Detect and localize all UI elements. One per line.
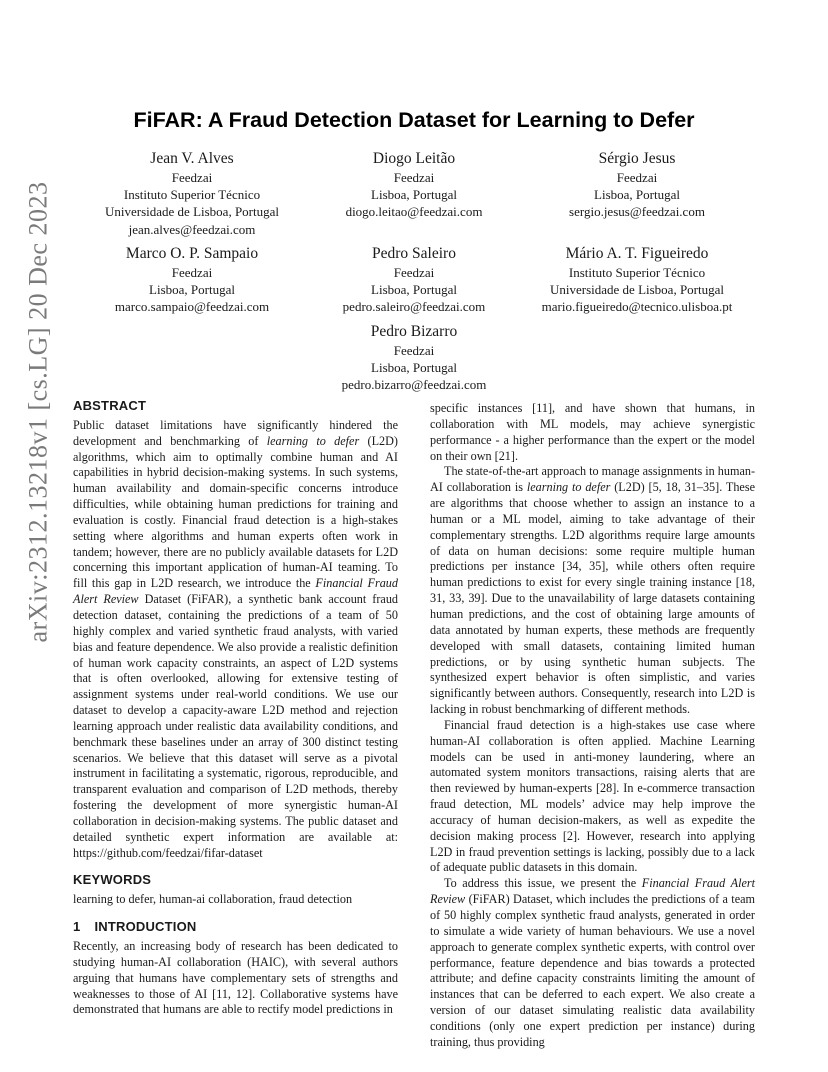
keywords-heading: KEYWORDS (73, 872, 152, 888)
author-block-2 (294, 149, 534, 221)
author-name: Pedro Saleiro (372, 245, 456, 262)
author-name: Mário A. T. Figueiredo (565, 245, 709, 262)
abstract-paragraph: Public dataset limitations have significantly hindered the development and benchmarking of learning to defer (L2D) algorithms, which aim to optimally combine human and AI capabilities in hybrid decision-making systems. In such systems, human availability and domain-specific concerns introduce difficulties, while obtaining human predictions for training and evaluation is costly. Financial fraud detection is a high-stakes setting where algorithms and human experts often work in tandem; however, there are no publicly available datasets for L2D concerning this important application of human-AI teaming. To fill this gap in L2D research, we introduce the Financial Fraud Alert Review Dataset (FiFAR), a synthetic bank account fraud detection dataset, containing the predictions of a team of 50 highly complex and varied synthetic fraud analysts, with varied bias and feature dependence. We also provide a realistic definition of human work capacity constraints, an aspect of L2D systems that is often overlooked, allowing for extensive testing of assignment systems under real-world conditions. We use our dataset to develop a capacity-aware L2D method and rejection learning approach under realistic data availability conditions, and benchmark these baselines under an array of 300 distinct testing scenarios. We believe that this dataset will serve as a pivotal instrument in facilitating a systematic, rigorous, reproducible, and transparent evaluation and comparison of L2D methods, thereby fostering the development of more synergistic human-AI collaboration in decision-making systems. The public dataset and detailed synthetic expert information are available at: https://github.com/feedzai/fifar-dataset (73, 417, 399, 860)
author-name: Diogo Leitão (372, 150, 456, 167)
author-block-6 (517, 244, 757, 316)
author-affiliation: Lisboa, Portugal (371, 187, 457, 203)
author-email: pedro.bizarro@feedzai.com (341, 377, 487, 393)
keywords-text: learning to defer, human-ai collaboration, fraud detection (73, 892, 353, 907)
author-affiliation: Lisboa, Portugal (149, 282, 235, 298)
author-affiliation: Lisboa, Portugal (594, 187, 680, 203)
author-block-5 (294, 244, 534, 316)
introduction-paragraph: To address this issue, we present the Financial Fraud Alert Review (FiFAR) Dataset, which includes the predictions of a team of 50 highly complex synthetic fraud analysts, generated in order to simulate a wide variety of human behaviours. We use a novel approach to generate complex synthetic experts, with control over performance, feature dependence and bias towards a protected attribute; and define capacity constraints limiting the amount of instances that can be deferred to each expert. We also create a version of our dataset simulating realistic data availability conditions (only one expert prediction per instance) during training, thus providing (430, 876, 755, 1049)
introduction-heading (73, 919, 398, 935)
author-email: pedro.saleiro@feedzai.com (342, 299, 486, 315)
author-email: diogo.leitao@feedzai.com (345, 204, 483, 220)
author-affiliation: Universidade de Lisboa, Portugal (549, 282, 724, 298)
introduction-paragraph: Recently, an increasing body of research has been dedicated to studying human-AI collaboration (HAIC), with several authors arguing that humans have complementary sets of strengths and weaknesses to those of AI [11, 12]. Collaborative systems have demonstrated that humans are able to rectify model predictions in (73, 939, 398, 1017)
author-email: marco.sampaio@feedzai.com (114, 299, 270, 315)
right-column (430, 401, 755, 1051)
author-block-7 (294, 322, 534, 394)
left-column (73, 398, 398, 1018)
author-affiliation: Feedzai (171, 170, 213, 185)
introduction-paragraph: The state-of-the-art approach to manage assignments in human-AI collaboration is learning to defer (L2D) [5, 18, 31–35]. These are algorithms that choose whether to assign an instance to a human or a ML model, aiming to take advantage of their complementary strengths. L2D algorithms require large amounts of data on human decisions: some require multiple human predictions per instance [34, 35], while others often require human predictions to exist for every single training instance [18, 31, 33, 39]. Due to the unavailability of large datasets containing human predictions, and the cost of obtaining large amounts of data annotated by human experts, these methods are frequently developed with small datasets, containing limited human predictions, or by using synthetic human subjects. The synthesized expert behavior is often simplistic, and varies significantly between authors. Consequently, research into L2D is lacking in robust benchmarking of different methods. (430, 464, 756, 717)
author-name: Jean V. Alves (150, 150, 234, 167)
author-block-3 (517, 149, 757, 221)
author-affiliation: Feedzai (393, 170, 435, 185)
paper-title: FiFAR: A Fraud Detection Dataset for Learning to Defer (133, 108, 695, 132)
author-affiliation: Feedzai (393, 343, 435, 358)
author-affiliation: Instituto Superior Técnico (123, 187, 261, 203)
author-block-4 (72, 244, 312, 316)
author-affiliation: Universidade de Lisboa, Portugal (104, 204, 279, 220)
author-email: sergio.jesus@feedzai.com (569, 204, 705, 220)
introduction-paragraph: specific instances [11], and have shown that humans, in collaboration with ML models, may achieve synergistic performance - a higher performance than the expert or the model on their own [21]. (430, 401, 755, 463)
author-email: mario.figueiredo@tecnico.ulisboa.pt (541, 299, 733, 315)
author-block-1 (72, 149, 312, 238)
author-affiliation: Feedzai (393, 265, 435, 280)
abstract-heading: ABSTRACT (73, 398, 147, 413)
author-name: Sérgio Jesus (598, 150, 676, 167)
author-affiliation: Feedzai (616, 170, 658, 185)
section-number: 1 (73, 919, 81, 935)
author-affiliation: Lisboa, Portugal (371, 360, 457, 376)
introduction-paragraph: Financial fraud detection is a high-stakes use case where human-AI collaboration is often applied. Machine Learning models can be used in anti-money laundering, where an automated system monitors transactions, raising alerts that are then reviewed by human-experts [28]. In e-commerce transaction fraud detection, ML models’ advice may help improve the accuracy of human decision-makers, as well as expedite the decision making process [2]. However, research into applying L2D in fraud prevention settings is lacking, possibly due to a lack of adequate public datasets in this domain. (430, 717, 755, 875)
arxiv-identifier-stamp (18, 112, 58, 712)
author-name: Pedro Bizarro (370, 323, 458, 340)
author-affiliation: Instituto Superior Técnico (568, 265, 706, 280)
arxiv-identifier-text: arXiv:2312.13218v1 [cs.LG] 20 Dec 2023 (23, 181, 53, 643)
section-title: INTRODUCTION (94, 919, 197, 935)
author-name: Marco O. P. Sampaio (125, 245, 259, 262)
author-email: jean.alves@feedzai.com (128, 221, 256, 237)
author-affiliation: Lisboa, Portugal (371, 282, 457, 298)
author-affiliation: Feedzai (171, 265, 213, 280)
